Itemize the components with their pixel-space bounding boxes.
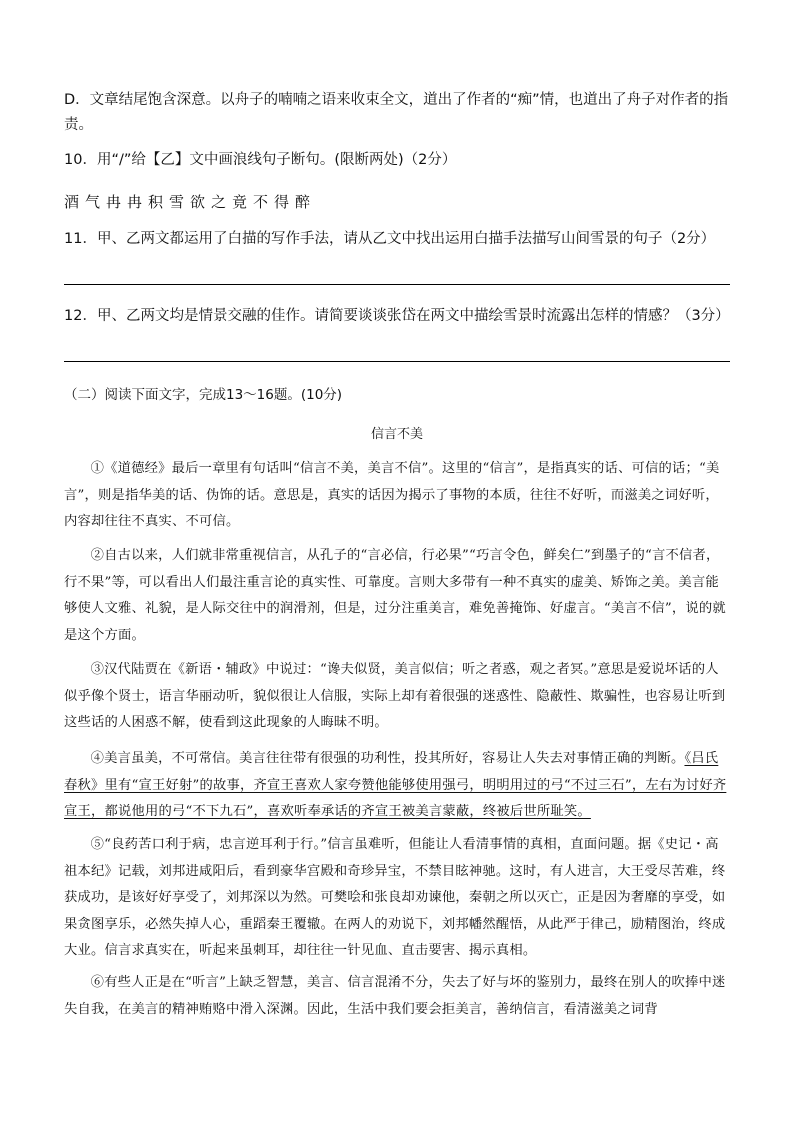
question-11-answer-line[interactable]: [64, 284, 730, 285]
paragraph-4-underlined-text: 《吕氏春秋》里有“宣王好射”的故事，齐宣王喜欢人家夸赞他能够使用强弓，明明用过的弓“不过三石”，左右为讨好齐宣王，都说他用的弓“不下九石”，喜欢听奉承话的齐宣王被美言蒙蔽，终被后世所耻笑。: [64, 751, 727, 819]
paragraph-4: [64, 746, 730, 826]
question-12: 12．甲、乙两文均是情景交融的佳作。请简要谈谈张岱在两文中描绘雪景时流露出怎样的情感？（3分）: [64, 308, 730, 324]
paragraph-5: ⑤“良药苦口利于病，忠言逆耳利于行。”信言虽难听，但能让人看清事情的真相，直面问题。据《史记・高祖本纪》记载，刘邦进咸阳后，看到豪华宫殿和奇珍异宝，不禁目眩神驰。这时，有人进言，大王受尽苦难，终获成功，是该好好享受了，刘邦深以为然。可樊哙和张良却劝谏他，秦朝之所以灭亡，正是因为奢靡的享受，如果贪图享乐，必然失掉人心，重蹈秦王覆辙。在两人的劝说下，刘邦幡然醒悟，从此严于律己，励精图治，终成大业。信言求真实在，听起来虽刺耳，却往往一针见血、直击要害、揭示真相。: [64, 837, 726, 958]
question-10-sentence: 酒气冉冉积雪欲之竟不得醉: [64, 193, 317, 211]
paragraph-2: ②自古以来，人们就非常重视信言，从孔子的“言必信，行必果”“巧言令色，鲜矣仁”到墨子的“言不信者，行不果”等，可以看出人们最注重言论的真实性、可靠度。言则大多带有一种不真实的虚美、矫饰之美。美言能够使人文雅、礼貌，是人际交往中的润滑剂，但是，过分注重美言，难免善掩饰、好虚言。“美言不信”，说的就是这个方面。: [64, 548, 726, 643]
question-10: 10．用“/”给【乙】文中画浪线句子断句。(限断两处)（2分）: [64, 152, 457, 168]
paragraph-1: ①《道德经》最后一章里有句话叫“信言不美，美言不信”。这里的“信言”，是指真实的话、可信的话；“美言”，则是指华美的话、伪饰的话。意思是，真实的话因为揭示了事物的本质，往往不好听，而滋美之词好听，内容却往往不真实、不可信。: [64, 461, 720, 529]
paragraph-3: ③汉代陆贾在《新语・辅政》中说过：“谗夫似贤，美言似信；听之者惑，观之者冥。”意思是爱说坏话的人似乎像个贤士，语言华丽动听，貌似很让人信服，实际上却有着很强的迷惑性、隐蔽性、欺骗性，也容易让听到这些话的人困惑不解，使看到这此现象的人晦昧不明。: [64, 662, 726, 730]
question-11: 11．甲、乙两文都运用了白描的写作手法，请从乙文中找出运用白描手法描写山间雪景的句子（2分）: [64, 231, 716, 247]
paragraph-6: ⑥有些人正是在“听言”上缺乏智慧，美言、信言混淆不分，失去了好与坏的鉴别力，最终在别人的吹捧中迷失自我，在美言的精神贿赂中滑入深渊。因此，生活中我们要会拒美言，善纳信言，看清滋美之词背: [64, 975, 726, 1017]
section-2-heading: （二）阅读下面文字，完成13～16题。(10分): [64, 387, 343, 403]
question-12-answer-line[interactable]: [64, 361, 730, 362]
option-d-text: D．文章结尾饱含深意。以舟子的喃喃之语来收束全文，道出了作者的“痴”情，也道出了舟子对作者的指责。: [64, 92, 729, 133]
paragraph-4-text: ④美言虽美，不可常信。美言往往带有很强的功利性，投其所好，容易让人失去对事情正确的判断。: [90, 751, 685, 766]
article-title: 信言不美: [370, 427, 423, 442]
